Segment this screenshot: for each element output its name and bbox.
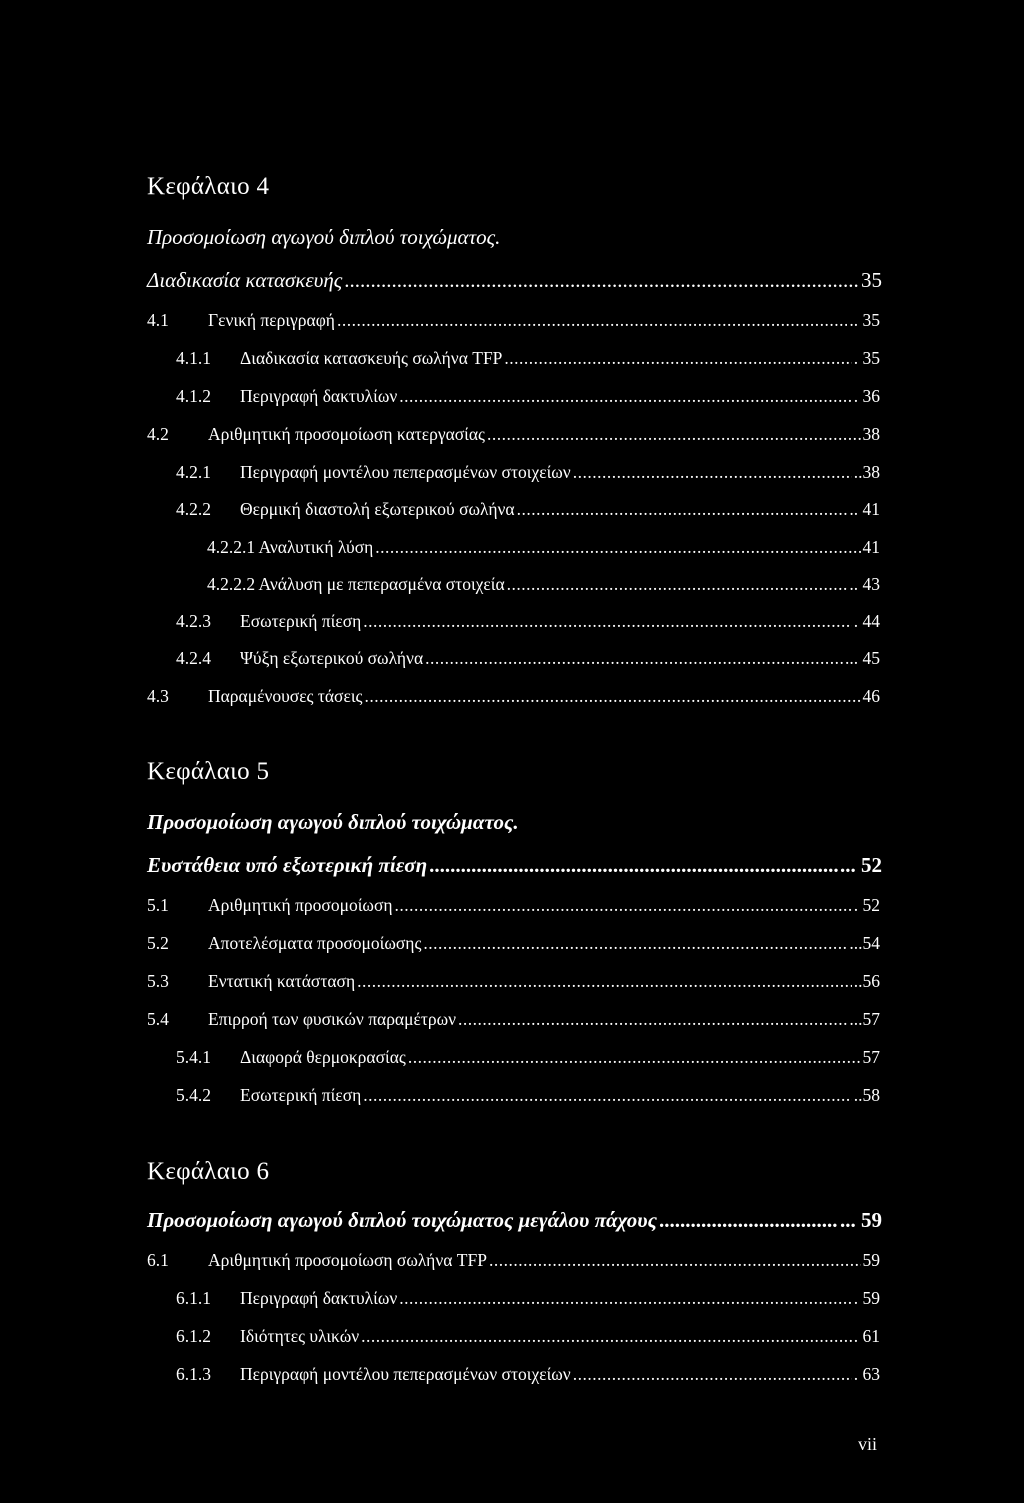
toc-entry-4-1-2[interactable] bbox=[176, 386, 880, 410]
toc-entry-number: 4.2 bbox=[147, 424, 169, 444]
toc-entry-page: ..56 bbox=[853, 971, 880, 991]
toc-entry-number: 4.2.3 bbox=[176, 611, 211, 631]
leader-dots bbox=[659, 1208, 838, 1233]
toc-entry-label: Περιγραφή μοντέλου πεπερασμένων στοιχείων bbox=[240, 462, 571, 482]
toc-entry-label: Περιγραφή μοντέλου πεπερασμένων στοιχείων bbox=[240, 1364, 571, 1384]
leader-dots bbox=[487, 424, 861, 445]
toc-entry-page: ...57 bbox=[849, 1009, 880, 1029]
toc-entry-4-2-2-2[interactable] bbox=[207, 574, 880, 598]
toc-entry-page: .. 43 bbox=[849, 574, 880, 594]
leader-dots bbox=[361, 1326, 852, 1347]
toc-entry-page: . 61 bbox=[853, 1326, 880, 1346]
toc-entry-6-1-3[interactable] bbox=[176, 1364, 880, 1388]
toc-entry-label: Διαφορά θερμοκρασίας bbox=[240, 1047, 406, 1067]
toc-entry-label: Αριθμητική προσομοίωση σωλήνα TFP bbox=[208, 1250, 487, 1270]
toc-entry-page: 38 bbox=[862, 424, 880, 444]
toc-entry-label: Θερμική διαστολή εξωτερικού σωλήνα bbox=[240, 499, 515, 519]
chapter-6-heading-entry[interactable] bbox=[147, 1208, 882, 1233]
toc-entry-page: . 59 bbox=[853, 1288, 880, 1308]
toc-entry-number: 6.1.2 bbox=[176, 1326, 211, 1346]
toc-entry-5-3[interactable] bbox=[147, 971, 880, 995]
toc-entry-4-2-1[interactable] bbox=[176, 462, 880, 486]
toc-entry-label: Αριθμητική προσομοίωση κατεργασίας bbox=[208, 424, 485, 444]
chapter-5-subtitle: Προσομοίωση αγωγού διπλού τοιχώματος. bbox=[147, 810, 519, 834]
leader-dots bbox=[423, 933, 847, 954]
toc-entry-number: 5.3 bbox=[147, 971, 169, 991]
toc-entry-label: Ψύξη εξωτερικού σωλήνα bbox=[240, 648, 424, 668]
toc-entry-4-2-4[interactable] bbox=[176, 648, 880, 672]
chapter-5-title: Κεφάλαιο 5 bbox=[147, 758, 270, 785]
toc-entry-number: 6.1.1 bbox=[176, 1288, 211, 1308]
toc-entry-label: 4.2.2.1 Αναλυτική λύση bbox=[207, 537, 374, 557]
leader-dots bbox=[357, 971, 852, 992]
toc-entry-number: 4.1.2 bbox=[176, 386, 211, 406]
toc-entry-4-2[interactable] bbox=[147, 424, 880, 448]
toc-entry-5-4[interactable] bbox=[147, 1009, 880, 1033]
toc-entry-page: . 44 bbox=[853, 611, 880, 631]
toc-entry-number: 5.4.1 bbox=[176, 1047, 211, 1067]
toc-entry-number: 5.1 bbox=[147, 895, 169, 915]
leader-dots bbox=[364, 686, 860, 707]
toc-entry-label: Περιγραφή δακτυλίων bbox=[240, 1288, 398, 1308]
chapter-4-title: Κεφάλαιο 4 bbox=[147, 173, 270, 200]
toc-entry-6-1-1[interactable] bbox=[176, 1288, 880, 1312]
toc-entry-page: . 63 bbox=[853, 1364, 880, 1384]
chapter-6-heading-label: Προσομοίωση αγωγού διπλού τοιχώματος μεγάλου πάχους bbox=[147, 1208, 657, 1232]
toc-entry-page: .. 35 bbox=[849, 310, 880, 330]
toc-entry-4-2-2-1[interactable] bbox=[207, 537, 880, 561]
toc-entry-number: 4.1.1 bbox=[176, 348, 211, 368]
toc-entry-page: 59 bbox=[862, 1250, 880, 1270]
toc-entry-5-1[interactable] bbox=[147, 895, 880, 919]
toc-entry-label: Εντατική κατάσταση bbox=[208, 971, 356, 991]
toc-entry-5-4-1[interactable] bbox=[176, 1047, 880, 1071]
leader-dots bbox=[344, 268, 859, 293]
toc-entry-number: 6.1.3 bbox=[176, 1364, 211, 1384]
leader-dots bbox=[425, 648, 843, 669]
toc-entry-label: Αποτελέσματα προσομοίωσης bbox=[208, 933, 422, 953]
toc-entry-number: 4.1 bbox=[147, 310, 169, 330]
chapter-4-heading-entry[interactable] bbox=[147, 268, 882, 293]
toc-entry-page: .. 41 bbox=[849, 499, 880, 519]
leader-dots bbox=[573, 462, 852, 483]
leader-dots bbox=[573, 1364, 852, 1385]
leader-dots bbox=[399, 1288, 852, 1309]
toc-entry-page: ... 45 bbox=[845, 648, 880, 668]
toc-entry-page: . 35 bbox=[853, 348, 880, 368]
toc-entry-page: ..58 bbox=[853, 1085, 880, 1105]
toc-entry-label: Παραμένουσες τάσεις bbox=[208, 686, 363, 706]
toc-entry-number: 4.2.2 bbox=[176, 499, 211, 519]
toc-entry-label: Αριθμητική προσομοίωση bbox=[208, 895, 393, 915]
toc-entry-label: Ιδιότητες υλικών bbox=[240, 1326, 360, 1346]
toc-entry-number: 5.4 bbox=[147, 1009, 169, 1029]
chapter-5-heading-page: ... 52 bbox=[840, 853, 882, 877]
leader-dots bbox=[375, 537, 860, 558]
leader-dots bbox=[363, 1085, 851, 1106]
page-number: vii bbox=[858, 1434, 878, 1454]
toc-entry-label: Περιγραφή δακτυλίων bbox=[240, 386, 398, 406]
toc-entry-6-1-2[interactable] bbox=[176, 1326, 880, 1350]
toc-entry-label: 4.2.2.2 Ανάλυση με πεπερασμένα στοιχεία bbox=[207, 574, 505, 594]
toc-entry-4-2-3[interactable] bbox=[176, 611, 880, 635]
toc-entry-number: 4.2.1 bbox=[176, 462, 211, 482]
chapter-5-heading-label: Ευστάθεια υπό εξωτερική πίεση bbox=[147, 853, 428, 877]
toc-entry-5-4-2[interactable] bbox=[176, 1085, 880, 1109]
chapter-5-heading-entry[interactable] bbox=[147, 853, 882, 878]
toc-entry-6-1[interactable] bbox=[147, 1250, 880, 1274]
leader-dots bbox=[504, 348, 851, 369]
toc-entry-4-1[interactable] bbox=[147, 310, 880, 334]
toc-entry-number: 4.2.4 bbox=[176, 648, 211, 668]
chapter-4-subtitle: Προσομοίωση αγωγού διπλού τοιχώματος. bbox=[147, 225, 501, 249]
leader-dots bbox=[399, 386, 852, 407]
toc-entry-number: 4.3 bbox=[147, 686, 169, 706]
leader-dots bbox=[517, 499, 848, 520]
leader-dots bbox=[429, 853, 838, 878]
leader-dots bbox=[489, 1250, 861, 1271]
toc-entry-label: Εσωτερική πίεση bbox=[240, 1085, 362, 1105]
chapter-4-heading-page: 35 bbox=[861, 268, 882, 292]
toc-entry-5-2[interactable] bbox=[147, 933, 880, 957]
toc-entry-page: . 52 bbox=[853, 895, 880, 915]
toc-entry-4-3[interactable] bbox=[147, 686, 880, 710]
chapter-6-heading-page: ... 59 bbox=[840, 1208, 882, 1232]
toc-entry-page: 41 bbox=[862, 537, 880, 557]
toc-entry-page: ...54 bbox=[849, 933, 880, 953]
toc-entry-label: Επιρροή των φυσικών παραμέτρων bbox=[208, 1009, 457, 1029]
toc-entry-number: 6.1 bbox=[147, 1250, 169, 1270]
leader-dots bbox=[395, 895, 852, 916]
leader-dots bbox=[408, 1047, 861, 1068]
toc-entry-page: ..38 bbox=[853, 462, 880, 482]
toc-entry-number: 5.2 bbox=[147, 933, 169, 953]
leader-dots bbox=[507, 574, 848, 595]
toc-entry-page: 46 bbox=[862, 686, 880, 706]
leader-dots bbox=[363, 611, 851, 632]
chapter-4-heading-label: Διαδικασία κατασκευής bbox=[147, 268, 343, 292]
toc-entry-label: Γενική περιγραφή bbox=[208, 310, 335, 330]
toc-entry-4-2-2[interactable] bbox=[176, 499, 880, 523]
toc-entry-label: Διαδικασία κατασκευής σωλήνα TFP bbox=[240, 348, 503, 368]
chapter-6-title: Κεφάλαιο 6 bbox=[147, 1158, 270, 1185]
toc-entry-page: 57 bbox=[862, 1047, 880, 1067]
leader-dots bbox=[337, 310, 847, 331]
leader-dots bbox=[458, 1009, 847, 1030]
toc-entry-label: Εσωτερική πίεση bbox=[240, 611, 362, 631]
toc-entry-number: 5.4.2 bbox=[176, 1085, 211, 1105]
toc-entry-4-1-1[interactable] bbox=[176, 348, 880, 372]
toc-entry-page: . 36 bbox=[853, 386, 880, 406]
